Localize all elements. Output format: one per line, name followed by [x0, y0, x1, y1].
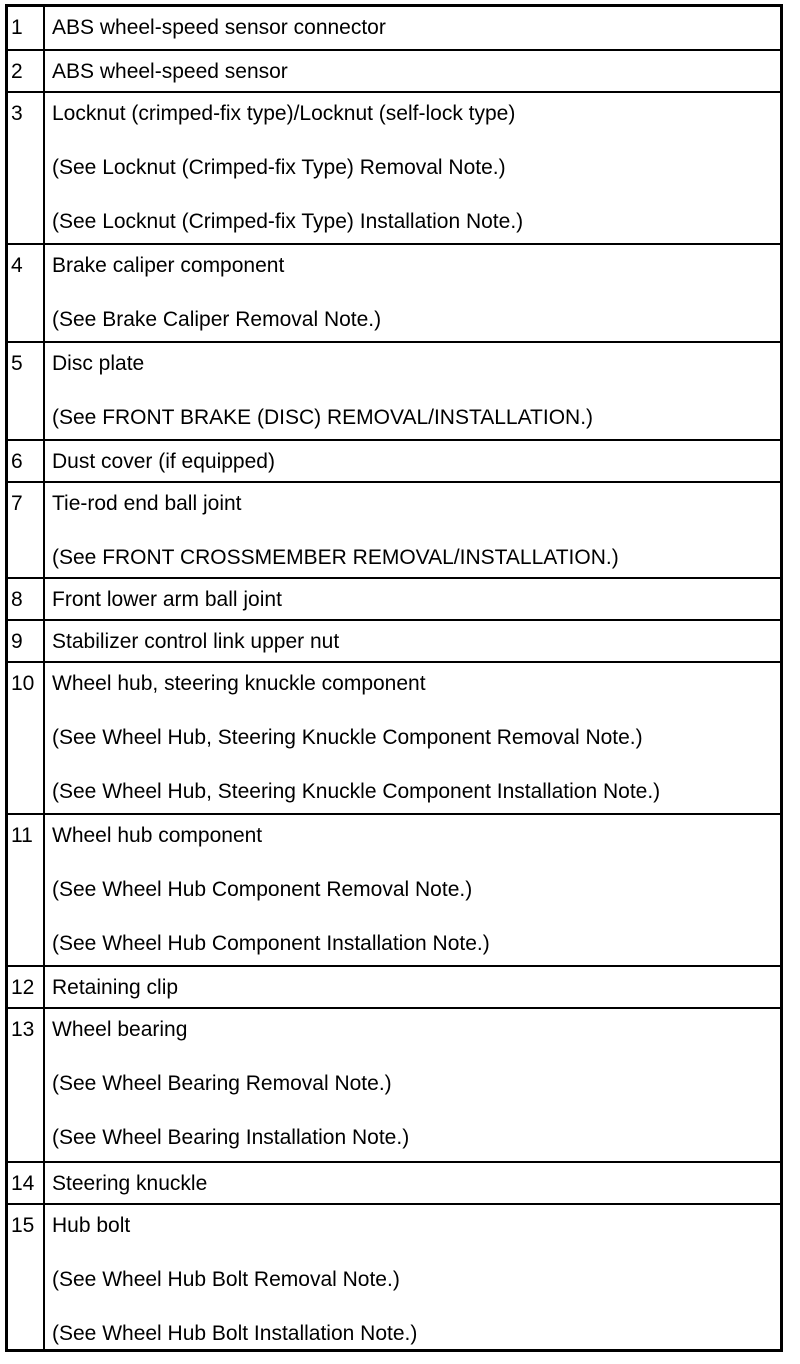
row-description [45, 815, 780, 965]
row-number: 15 [8, 1205, 45, 1349]
row-line: Wheel hub component [52, 824, 263, 847]
table-row [8, 91, 780, 243]
table-row [8, 49, 780, 91]
row-number: 13 [8, 1009, 45, 1161]
row-note: (See FRONT BRAKE (DISC) REMOVAL/INSTALLATION.) [52, 406, 594, 429]
row-note: (See Locknut (Crimped-fix Type) Removal Note.) [52, 156, 506, 179]
table-row [8, 341, 780, 439]
row-line: Stabilizer control link upper nut [52, 630, 340, 653]
row-line: Disc plate [52, 352, 145, 375]
row-note: (See Wheel Bearing Installation Note.) [52, 1126, 410, 1149]
row-line: Steering knuckle [52, 1172, 208, 1195]
row-number: 12 [8, 967, 45, 1007]
table-row [8, 439, 780, 481]
row-note: (See Wheel Hub Component Installation Note.) [52, 932, 490, 955]
row-number: 11 [8, 815, 45, 965]
row-number: 6 [8, 441, 45, 481]
row-note: (See Wheel Hub, Steering Knuckle Component Installation Note.) [52, 780, 661, 803]
row-number: 4 [8, 245, 45, 341]
row-number: 14 [8, 1163, 45, 1203]
row-number: 10 [8, 663, 45, 813]
row-description [45, 51, 780, 91]
parts-table [5, 4, 783, 1352]
row-description [45, 343, 780, 439]
row-description [45, 663, 780, 813]
table-row [8, 1007, 780, 1161]
table-row [8, 1203, 780, 1349]
row-description [45, 579, 780, 619]
row-description [45, 621, 780, 661]
row-number: 1 [8, 7, 45, 49]
row-description [45, 93, 780, 243]
row-line: Wheel hub, steering knuckle component [52, 672, 426, 695]
row-number: 7 [8, 483, 45, 577]
row-description [45, 1163, 780, 1203]
table-row [8, 813, 780, 965]
row-number: 9 [8, 621, 45, 661]
table-row [8, 577, 780, 619]
row-line: ABS wheel-speed sensor connector [52, 16, 386, 39]
row-note: (See Brake Caliper Removal Note.) [52, 308, 382, 331]
row-description [45, 1205, 780, 1349]
table-row [8, 7, 780, 49]
row-line: Tie-rod end ball joint [52, 492, 242, 515]
row-description [45, 7, 780, 49]
row-line: Hub bolt [52, 1214, 131, 1237]
table-row [8, 481, 780, 577]
row-number: 5 [8, 343, 45, 439]
row-description [45, 245, 780, 341]
row-number: 2 [8, 51, 45, 91]
row-description [45, 441, 780, 481]
row-note: (See Locknut (Crimped-fix Type) Installation Note.) [52, 210, 524, 233]
row-description [45, 483, 780, 577]
row-line: Front lower arm ball joint [52, 588, 282, 611]
table-row [8, 1161, 780, 1203]
row-line: Wheel bearing [52, 1018, 188, 1041]
row-line: Retaining clip [52, 976, 179, 999]
row-note: (See FRONT CROSSMEMBER REMOVAL/INSTALLATION.) [52, 546, 619, 569]
row-number: 8 [8, 579, 45, 619]
row-number: 3 [8, 93, 45, 243]
table-row [8, 243, 780, 341]
row-description [45, 1009, 780, 1161]
row-description [45, 967, 780, 1007]
row-line: ABS wheel-speed sensor [52, 60, 288, 83]
row-note: (See Wheel Hub Component Removal Note.) [52, 878, 473, 901]
row-note: (See Wheel Hub, Steering Knuckle Component Removal Note.) [52, 726, 643, 749]
row-line: Dust cover (if equipped) [52, 450, 275, 473]
row-note: (See Wheel Bearing Removal Note.) [52, 1072, 392, 1095]
row-line: Brake caliper component [52, 254, 285, 277]
table-row [8, 965, 780, 1007]
row-line: Locknut (crimped-fix type)/Locknut (self-lock type) [52, 102, 516, 125]
row-note: (See Wheel Hub Bolt Removal Note.) [52, 1268, 400, 1291]
table-row [8, 661, 780, 813]
row-note: (See Wheel Hub Bolt Installation Note.) [52, 1322, 418, 1345]
table-row [8, 619, 780, 661]
